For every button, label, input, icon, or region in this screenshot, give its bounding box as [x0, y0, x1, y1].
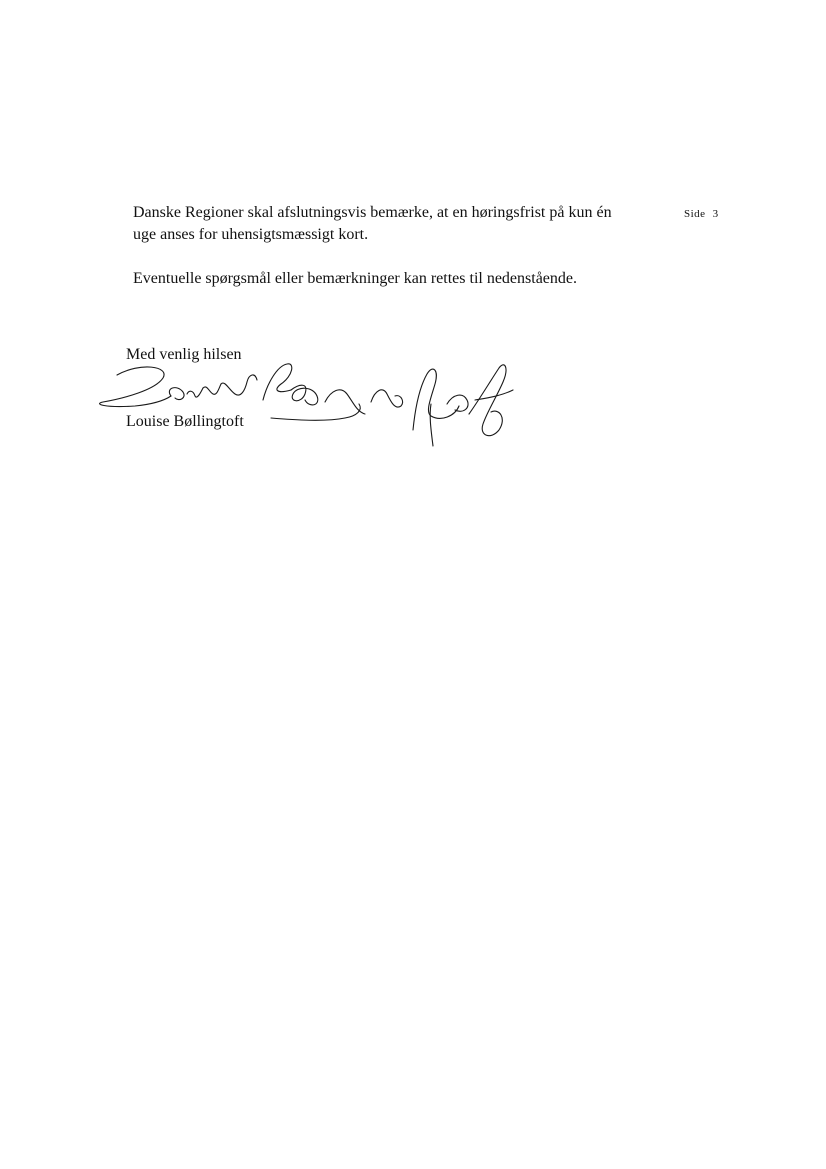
closing-greeting: Med venlig hilsen [126, 346, 242, 363]
paragraph-closing-remark [133, 202, 612, 246]
paragraph-line: Danske Regioner skal afslutningsvis bemærke, at en høringsfrist på kun én [133, 204, 612, 221]
handwritten-signature [95, 360, 525, 455]
page-label: Side [684, 208, 706, 220]
signer-name: Louise Bøllingtoft [126, 413, 244, 430]
page-number-value: 3 [712, 208, 719, 220]
paragraph-line: uge anses for uhensigtsmæssigt kort. [133, 226, 369, 243]
page-number [684, 208, 719, 220]
paragraph-contact-note [133, 268, 577, 290]
paragraph-line: Eventuelle spørgsmål eller bemærkninger kan rettes til nedenstående. [133, 270, 578, 287]
